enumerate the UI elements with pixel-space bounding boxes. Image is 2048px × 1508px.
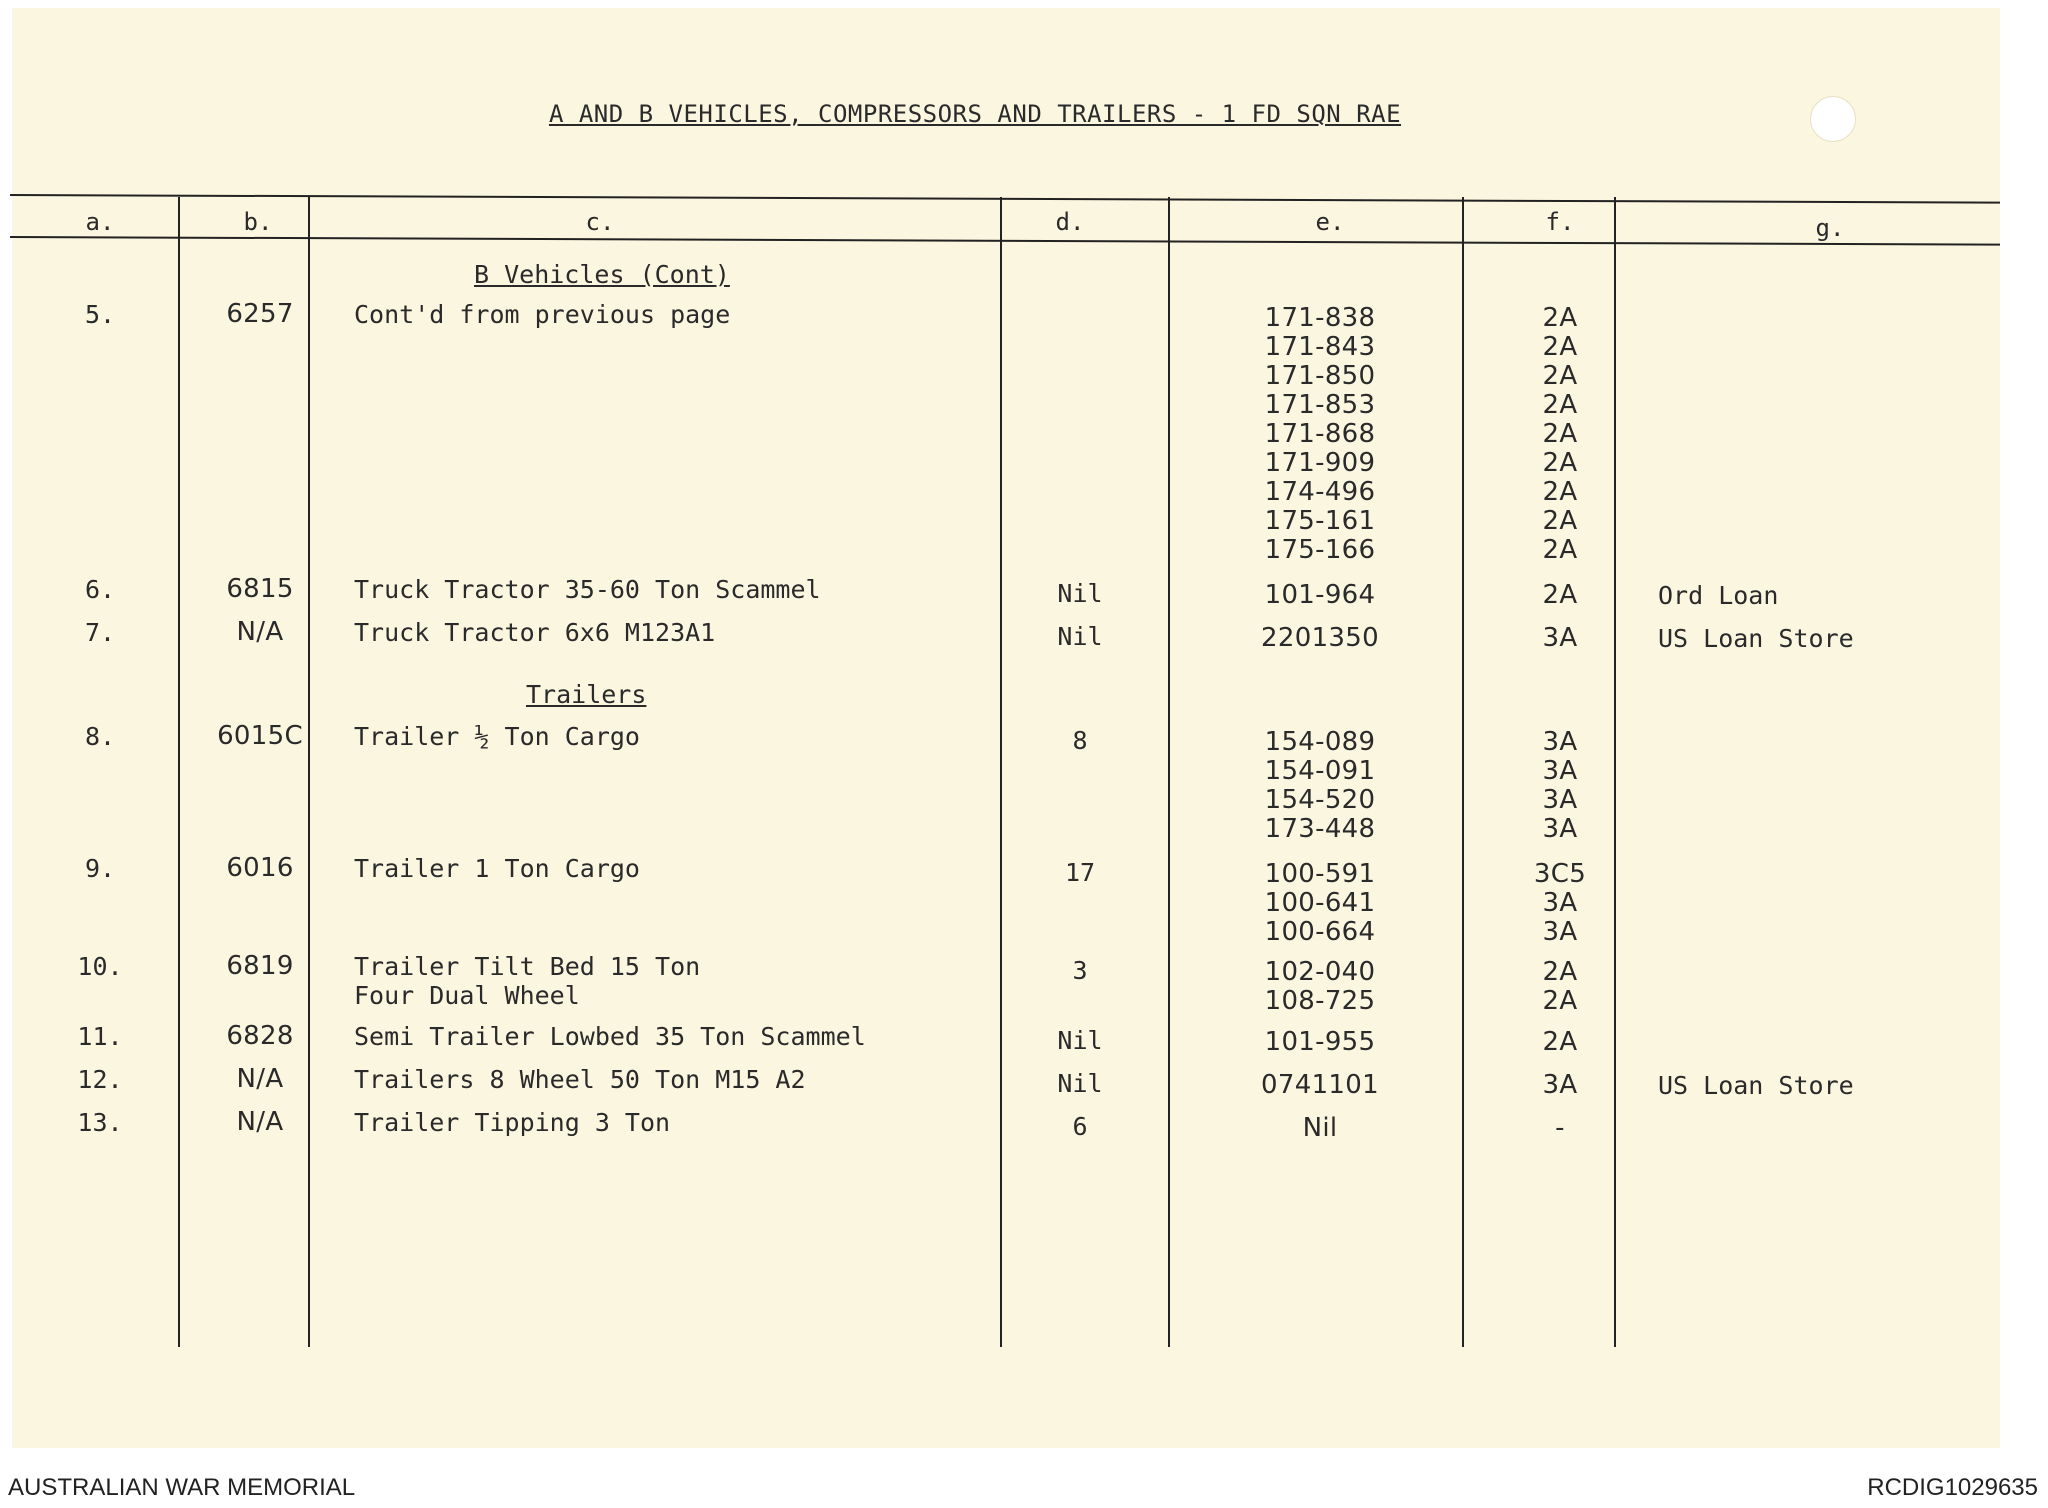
row-quantity: 3 bbox=[1072, 956, 1088, 985]
column-header-f: f. bbox=[1545, 208, 1575, 236]
row-class-code: 2A bbox=[1542, 332, 1578, 362]
column-divider-cd bbox=[1000, 197, 1002, 1347]
row-registration-number: 0741101 bbox=[1261, 1070, 1379, 1100]
row-registration-number: 174-496 bbox=[1264, 477, 1376, 507]
row-registration-number: 171-853 bbox=[1264, 390, 1376, 420]
row-registration-number: 101-955 bbox=[1264, 1027, 1376, 1057]
column-header-c: c. bbox=[585, 208, 615, 236]
row-number: 10. bbox=[77, 952, 123, 981]
row-class-code: 2A bbox=[1542, 390, 1578, 420]
row-registration-number: 175-161 bbox=[1264, 506, 1376, 536]
row-quantity: Nil bbox=[1057, 579, 1103, 608]
row-class-code: 2A bbox=[1542, 361, 1578, 391]
row-number: 7. bbox=[84, 618, 116, 647]
column-header-e: e. bbox=[1315, 208, 1345, 236]
row-class-code: 2A bbox=[1542, 506, 1578, 536]
row-cat-number: 6015C bbox=[217, 721, 303, 751]
row-registration-number: Nil bbox=[1302, 1113, 1338, 1143]
row-description-line2: Four Dual Wheel bbox=[354, 981, 580, 1010]
row-remarks: US Loan Store bbox=[1658, 1071, 1854, 1100]
row-class-code: 3C5 bbox=[1533, 859, 1587, 889]
row-number: 9. bbox=[84, 854, 116, 883]
row-description: Truck Tractor 35-60 Ton Scammel bbox=[354, 575, 821, 604]
column-divider-ab bbox=[178, 197, 180, 1347]
row-class-code: 2A bbox=[1542, 535, 1578, 565]
row-class-code: 2A bbox=[1542, 303, 1578, 333]
row-class-code: 2A bbox=[1542, 986, 1578, 1016]
row-cat-number: 6815 bbox=[226, 574, 294, 604]
row-number: 8. bbox=[84, 722, 116, 751]
row-number: 13. bbox=[77, 1108, 123, 1137]
row-class-code: 2A bbox=[1542, 419, 1578, 449]
row-registration-number: 154-089 bbox=[1264, 727, 1376, 757]
row-cat-number: 6828 bbox=[226, 1021, 294, 1051]
row-class-code: 2A bbox=[1542, 580, 1578, 610]
column-header-a: a. bbox=[85, 208, 115, 236]
row-description: Trailer ½ Ton Cargo bbox=[354, 722, 640, 751]
column-divider-ef bbox=[1462, 197, 1464, 1347]
row-registration-number: 171-909 bbox=[1264, 448, 1376, 478]
row-quantity: Nil bbox=[1057, 1069, 1103, 1098]
column-header-b: b. bbox=[243, 208, 273, 236]
section-heading-trailers: Trailers bbox=[526, 680, 647, 709]
row-quantity: 8 bbox=[1072, 726, 1088, 755]
row-quantity: 6 bbox=[1072, 1112, 1088, 1141]
row-class-code: 2A bbox=[1542, 957, 1578, 987]
document-title: A AND B VEHICLES, COMPRESSORS AND TRAILERS - 1 FD SQN RAE bbox=[548, 100, 1402, 128]
row-description: Cont'd from previous page bbox=[354, 300, 731, 329]
row-registration-number: 100-641 bbox=[1264, 888, 1376, 918]
row-registration-number: 102-040 bbox=[1264, 957, 1376, 987]
row-class-code: 3A bbox=[1542, 727, 1578, 757]
row-registration-number: 171-868 bbox=[1264, 419, 1376, 449]
row-registration-number: 171-850 bbox=[1264, 361, 1376, 391]
row-class-code: 2A bbox=[1542, 1027, 1578, 1057]
row-quantity: Nil bbox=[1057, 622, 1103, 651]
row-description: Trailers 8 Wheel 50 Ton M15 A2 bbox=[354, 1065, 806, 1094]
row-registration-number: 154-520 bbox=[1264, 785, 1376, 815]
row-quantity: Nil bbox=[1057, 1026, 1103, 1055]
row-registration-number: 175-166 bbox=[1264, 535, 1376, 565]
column-divider-de bbox=[1168, 197, 1170, 1347]
column-divider-bc bbox=[308, 197, 310, 1347]
row-class-code: 3A bbox=[1542, 814, 1578, 844]
footer-source: AUSTRALIAN WAR MEMORIAL bbox=[8, 1474, 356, 1501]
row-class-code: 3A bbox=[1542, 1070, 1578, 1100]
row-registration-number: 101-964 bbox=[1264, 580, 1376, 610]
row-registration-number: 171-838 bbox=[1264, 303, 1376, 333]
row-number: 11. bbox=[77, 1022, 123, 1051]
row-class-code: 3A bbox=[1542, 756, 1578, 786]
row-cat-number: N/A bbox=[236, 1107, 284, 1137]
row-number: 5. bbox=[84, 300, 116, 329]
row-class-code: 3A bbox=[1542, 888, 1578, 918]
row-description: Trailer 1 Ton Cargo bbox=[354, 854, 640, 883]
row-class-code: 3A bbox=[1542, 785, 1578, 815]
row-class-code: 3A bbox=[1542, 623, 1578, 653]
row-cat-number: N/A bbox=[236, 1064, 284, 1094]
row-cat-number: 6016 bbox=[226, 853, 294, 883]
row-registration-number: 2201350 bbox=[1261, 623, 1379, 653]
row-registration-number: 108-725 bbox=[1264, 986, 1376, 1016]
row-class-code: 2A bbox=[1542, 477, 1578, 507]
row-registration-number: 171-843 bbox=[1264, 332, 1376, 362]
row-description: Trailer Tipping 3 Ton bbox=[354, 1108, 671, 1137]
section-heading-b-vehicles: B Vehicles (Cont) bbox=[474, 260, 730, 289]
row-cat-number: N/A bbox=[236, 617, 284, 647]
row-number: 12. bbox=[77, 1065, 123, 1094]
row-cat-number: 6257 bbox=[226, 299, 294, 329]
column-header-g: g. bbox=[1815, 214, 1845, 242]
row-registration-number: 154-091 bbox=[1264, 756, 1376, 786]
row-registration-number: 100-591 bbox=[1264, 859, 1376, 889]
row-class-code: 2A bbox=[1542, 448, 1578, 478]
row-number: 6. bbox=[84, 575, 116, 604]
row-class-code: 3A bbox=[1542, 917, 1578, 947]
footer-reference: RCDIG1029635 bbox=[1867, 1474, 2038, 1501]
row-quantity: 17 bbox=[1064, 858, 1096, 887]
row-description: Truck Tractor 6x6 M123A1 bbox=[354, 618, 716, 647]
row-remarks: Ord Loan bbox=[1658, 581, 1779, 610]
column-header-d: d. bbox=[1055, 208, 1085, 236]
row-description: Trailer Tilt Bed 15 Ton bbox=[354, 952, 701, 981]
row-registration-number: 100-664 bbox=[1264, 917, 1376, 947]
row-description: Semi Trailer Lowbed 35 Ton Scammel bbox=[354, 1022, 866, 1051]
row-remarks: US Loan Store bbox=[1658, 624, 1854, 653]
row-class-code: - bbox=[1555, 1113, 1565, 1143]
row-cat-number: 6819 bbox=[226, 951, 294, 981]
row-registration-number: 173-448 bbox=[1264, 814, 1376, 844]
